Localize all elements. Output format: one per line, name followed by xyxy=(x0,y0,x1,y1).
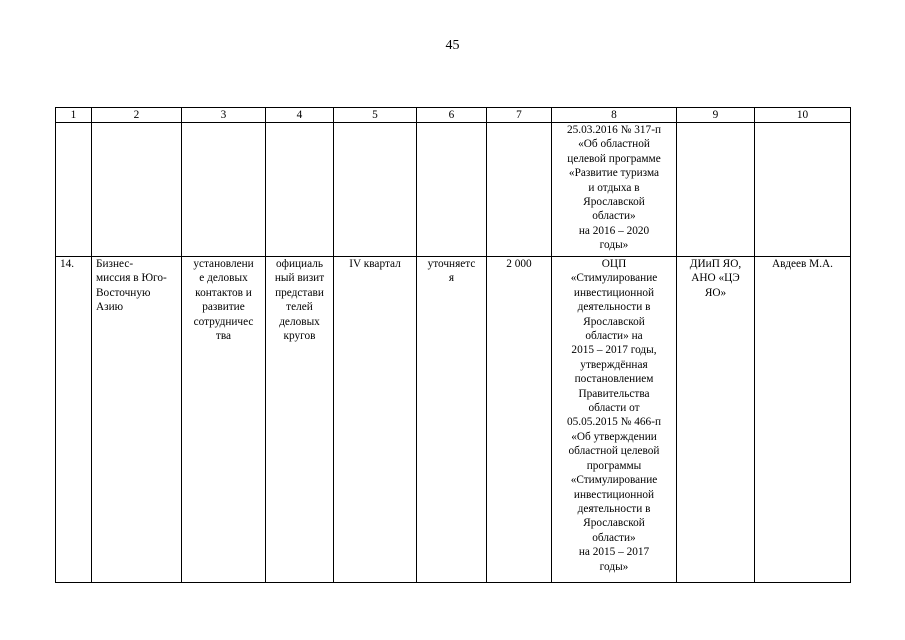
text-line: уточняетс xyxy=(427,258,476,270)
text-line: миссия в Юго- xyxy=(96,272,167,285)
text-line: представи xyxy=(275,286,324,299)
text-line: областной целевой xyxy=(568,445,660,458)
cell-empty xyxy=(334,123,417,257)
page-number: 45 xyxy=(445,38,460,53)
cell-empty xyxy=(755,123,851,257)
text-line: Ярославской xyxy=(583,517,645,530)
event-amount-cell: 2 000 xyxy=(487,257,552,583)
column-number: 8 xyxy=(552,108,677,123)
text-line: области» на xyxy=(585,330,643,343)
text-line: я xyxy=(448,272,455,285)
text-line: на 2016 – 2020 xyxy=(578,224,650,237)
row-number-cell: 14. xyxy=(56,257,92,583)
text-line: области» xyxy=(592,210,636,223)
event-period-cell: IV квартал xyxy=(334,257,417,583)
column-number: 7 xyxy=(487,108,552,123)
contact-person-cell: Авдеев М.А. xyxy=(755,257,851,583)
cell-empty xyxy=(182,123,266,257)
funding-source-cell xyxy=(552,123,677,257)
event-name-cell xyxy=(92,257,182,583)
text-line: официаль xyxy=(275,258,323,270)
text-line: телей xyxy=(286,301,313,314)
text-line: программы xyxy=(586,459,642,472)
funding-source-cell xyxy=(552,257,677,583)
text-line: годы» xyxy=(599,239,629,252)
text-line: инвестиционной xyxy=(573,488,655,501)
text-line: области от xyxy=(588,402,640,415)
table-row-continued xyxy=(56,123,851,257)
text-line: «Развитие туризма xyxy=(568,167,660,180)
text-line: кругов xyxy=(283,330,316,343)
text-line: постановлением xyxy=(574,373,654,386)
column-number: 9 xyxy=(677,108,755,123)
text-line: Правительства xyxy=(578,387,650,400)
column-number: 3 xyxy=(182,108,266,123)
column-number: 2 xyxy=(92,108,182,123)
column-number: 4 xyxy=(266,108,334,123)
text-line: деятельности в xyxy=(577,301,651,314)
cell-empty xyxy=(417,123,487,257)
text-line: Азию xyxy=(96,301,124,314)
text-line: развитие xyxy=(202,301,245,314)
text-line: ный визит xyxy=(274,272,325,285)
column-number: 5 xyxy=(334,108,417,123)
text-line: «Об областной xyxy=(578,138,650,151)
event-place-cell xyxy=(417,257,487,583)
text-line: Ярославской xyxy=(583,196,645,209)
text-line: Бизнес- xyxy=(96,258,134,270)
text-line: Ярославской xyxy=(583,315,645,328)
text-line: тва xyxy=(215,330,232,343)
text-line: е деловых xyxy=(199,272,248,285)
text-line: «Стимулирование xyxy=(570,272,658,285)
text-line: 25.03.2016 № 317-п xyxy=(566,124,661,136)
text-line: инвестиционной xyxy=(573,286,655,299)
column-number-row xyxy=(56,108,851,123)
column-number: 1 xyxy=(56,108,92,123)
text-line: сотрудничес xyxy=(193,315,254,328)
responsible-cell xyxy=(677,257,755,583)
text-line: деятельности в xyxy=(577,502,651,515)
text-line: АНО «ЦЭ xyxy=(691,272,740,285)
text-line: 2015 – 2017 годы, xyxy=(571,344,657,357)
text-line: деловых xyxy=(279,315,320,328)
event-form-cell xyxy=(266,257,334,583)
column-number: 10 xyxy=(755,108,851,123)
text-line: области» xyxy=(592,531,636,544)
cell-empty xyxy=(56,123,92,257)
text-line: годы» xyxy=(599,560,629,573)
events-table xyxy=(55,107,851,583)
text-line: установлени xyxy=(193,258,254,270)
text-line: утверждённая xyxy=(580,358,648,371)
text-line: ОЦП xyxy=(601,258,627,270)
text-line: контактов и xyxy=(195,286,252,299)
cell-empty xyxy=(92,123,182,257)
table-row-14 xyxy=(56,257,851,583)
cell-empty xyxy=(266,123,334,257)
column-number: 6 xyxy=(417,108,487,123)
text-line: на 2015 – 2017 xyxy=(578,546,650,559)
text-line: и отдыха в xyxy=(588,181,640,194)
event-goal-cell xyxy=(182,257,266,583)
text-line: «Стимулирование xyxy=(570,474,658,487)
text-line: целевой программе xyxy=(567,152,661,165)
text-line: Восточную xyxy=(96,286,151,299)
text-line: ДИиП ЯО, xyxy=(689,258,742,270)
cell-empty xyxy=(677,123,755,257)
text-line: 05.05.2015 № 466-п xyxy=(566,416,661,429)
cell-empty xyxy=(487,123,552,257)
text-line: «Об утверждении xyxy=(571,430,657,443)
text-line: ЯО» xyxy=(704,286,727,299)
